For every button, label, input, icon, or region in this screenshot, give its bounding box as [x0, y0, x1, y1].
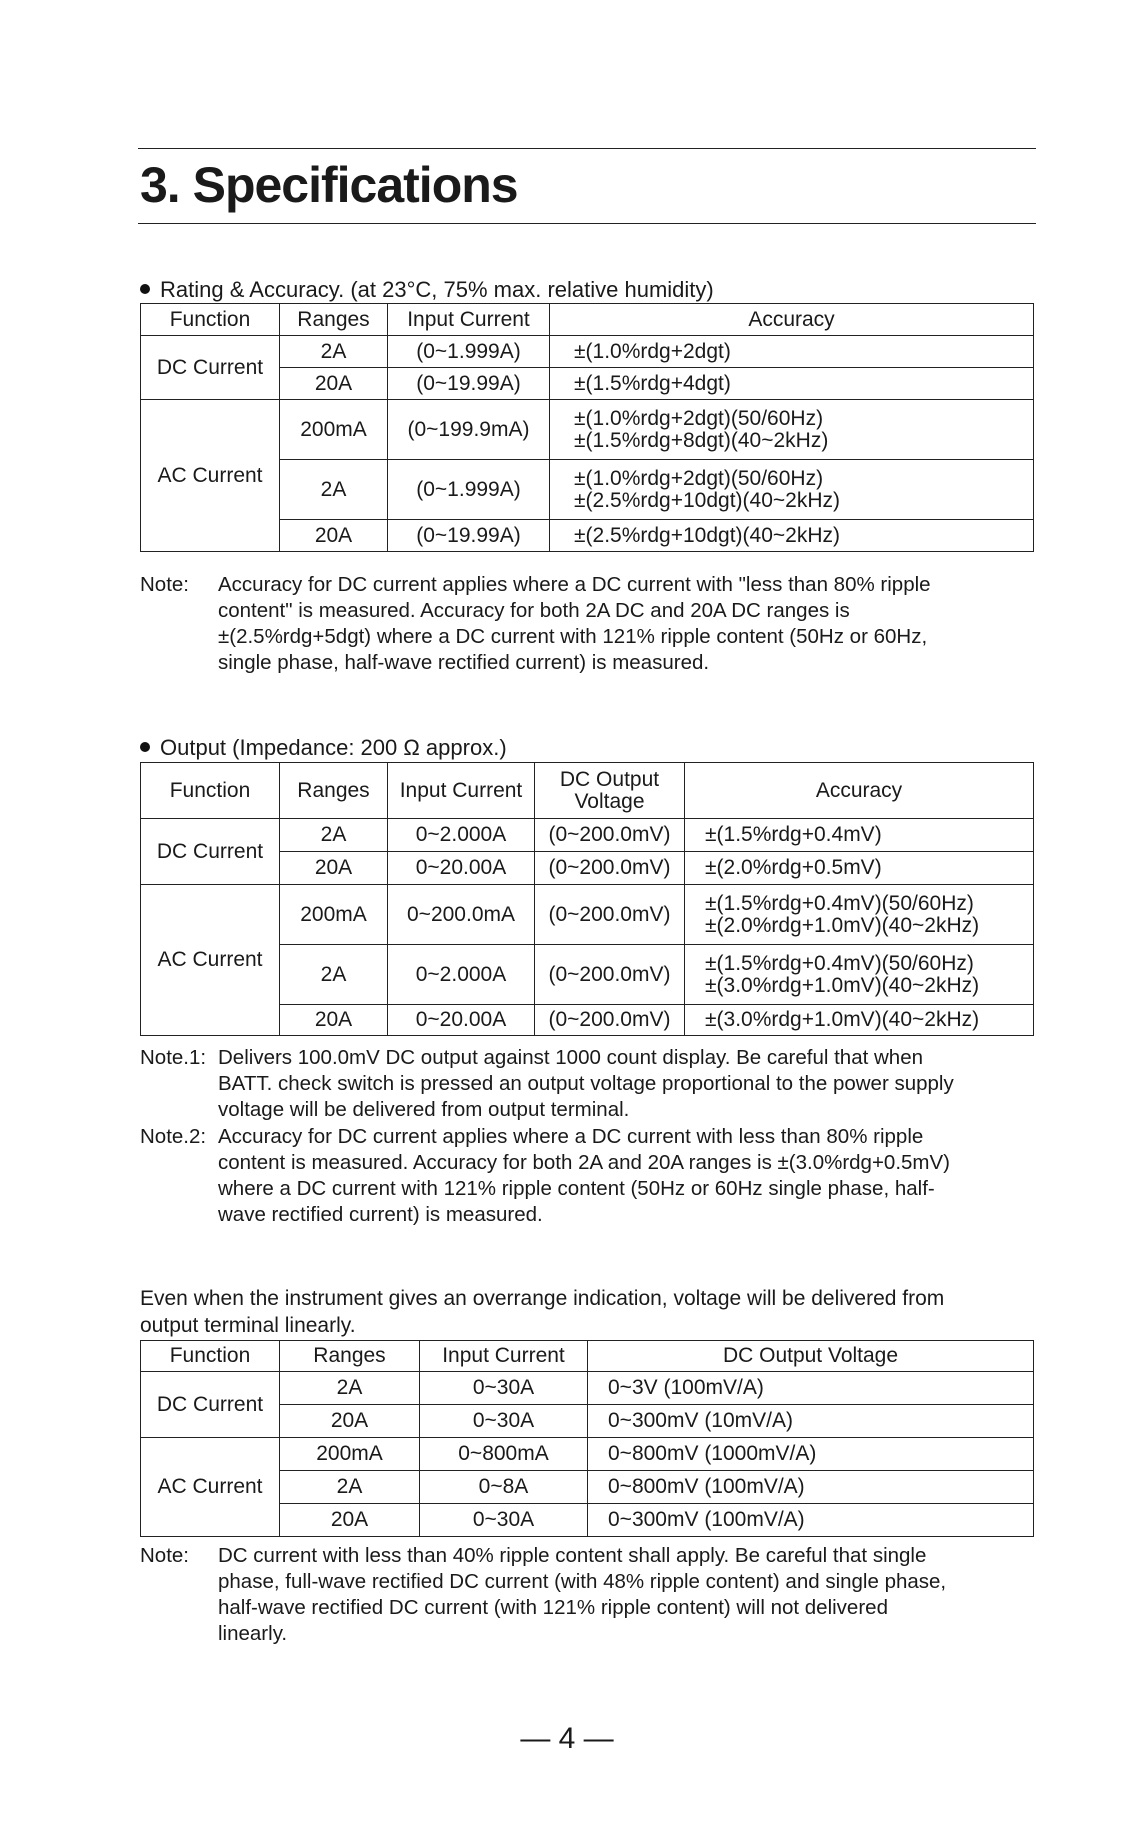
function-cell: DC Current [141, 336, 280, 400]
table-header: Input Current [388, 304, 550, 336]
table-header: Input Current [388, 763, 535, 819]
table-row: 2A (0~1.999A) ±(1.0%rdg+2dgt)(50/60Hz) ±(2.5%rdg+10dgt)(40~2kHz) [141, 460, 1034, 520]
bullet-icon [140, 284, 150, 294]
table-header: Ranges [280, 1341, 420, 1372]
function-cell: AC Current [141, 400, 280, 552]
output-caption: Output (Impedance: 200 Ω approx.) [140, 736, 507, 760]
table-header: Ranges [280, 763, 388, 819]
table-header: Function [141, 763, 280, 819]
table-row: 20A 0~20.00A (0~200.0mV) ±(3.0%rdg+1.0mV)(40~2kHz) [141, 1005, 1034, 1036]
function-cell: AC Current [141, 885, 280, 1036]
table-header: Ranges [280, 304, 388, 336]
rating-note: Note: Accuracy for DC current applies where a DC current with "less than 80% ripple content" is measured. Accuracy for both 2A DC and 20A DC ranges is ±(2.5%rdg+5dgt) where a DC current with 121% ripple content (50Hz or 60Hz, single phase, half-wave rectified current) is measured. [140, 573, 931, 674]
page-title: 3. Specifications [140, 157, 518, 213]
table-row: 20A (0~19.99A) ±(2.5%rdg+10dgt)(40~2kHz) [141, 520, 1034, 552]
table-row: 20A 0~30A 0~300mV (100mV/A) [141, 1504, 1034, 1537]
function-cell: AC Current [141, 1438, 280, 1537]
table-row: 2A 0~8A 0~800mV (100mV/A) [141, 1471, 1034, 1504]
table-row: DC Current 2A (0~1.999A) ±(1.0%rdg+2dgt) [141, 336, 1034, 368]
table-row: 20A 0~20.00A (0~200.0mV) ±(2.0%rdg+0.5mV) [141, 852, 1034, 885]
output-note-1: Note.1: Delivers 100.0mV DC output against 1000 count display. Be careful that when BATT. check switch is pressed an output voltage proportional to the power supply voltage will be delivered from output terminal. [140, 1046, 954, 1121]
table-row: 20A 0~30A 0~300mV (10mV/A) [141, 1405, 1034, 1438]
function-cell: DC Current [141, 819, 280, 885]
table-header: DC Output Voltage [535, 763, 685, 819]
top-rule [138, 148, 1036, 149]
function-cell: DC Current [141, 1372, 280, 1438]
bullet-icon [140, 742, 150, 752]
overrange-table [140, 1340, 1034, 1537]
table-row: 20A (0~19.99A) ±(1.5%rdg+4dgt) [141, 368, 1034, 400]
table-header: Function [141, 1341, 280, 1372]
table-row: AC Current 200mA 0~800mA 0~800mV (1000mV/A) [141, 1438, 1034, 1471]
table-row: DC Current 2A 0~30A 0~3V (100mV/A) [141, 1372, 1034, 1405]
overrange-note: Note: DC current with less than 40% ripple content shall apply. Be careful that single phase, full-wave rectified DC current (with 48% ripple content) and single phase, half-wave rectified DC current (with 121% ripple content) will not delivered linearly. [140, 1544, 947, 1645]
table-header: Accuracy [685, 763, 1034, 819]
output-table [140, 762, 1034, 1036]
table-header: DC Output Voltage [588, 1341, 1034, 1372]
table-header: Function [141, 304, 280, 336]
output-note-2: Note.2: Accuracy for DC current applies where a DC current with less than 80% ripple content is measured. Accuracy for both 2A and 20A ranges is ±(3.0%rdg+0.5mV) where a DC current with 121% ripple content (50Hz or 60Hz single phase, half- wave rectified current) is measured. [140, 1125, 951, 1226]
table-row: DC Current 2A 0~2.000A (0~200.0mV) ±(1.5%rdg+0.4mV) [141, 819, 1034, 852]
table-header: Accuracy [550, 304, 1034, 336]
table-header: Input Current [420, 1341, 588, 1372]
table-row: 2A 0~2.000A (0~200.0mV) ±(1.5%rdg+0.4mV)(50/60Hz) ±(3.0%rdg+1.0mV)(40~2kHz) [141, 945, 1034, 1005]
page-number: — 4 — [520, 1722, 614, 1755]
rating-caption: Rating & Accuracy. (at 23°C, 75% max. relative humidity) [140, 278, 714, 302]
table-row: AC Current 200mA 0~200.0mA (0~200.0mV) ±(1.5%rdg+0.4mV)(50/60Hz) ±(2.0%rdg+1.0mV)(40~2kHz) [141, 885, 1034, 945]
rating-table [140, 303, 1034, 552]
title-underline [138, 223, 1036, 224]
overrange-intro: Even when the instrument gives an overrange indication, voltage will be delivered from output terminal linearly. [140, 1287, 945, 1337]
table-row: AC Current 200mA (0~199.9mA) ±(1.0%rdg+2dgt)(50/60Hz) ±(1.5%rdg+8dgt)(40~2kHz) [141, 400, 1034, 460]
